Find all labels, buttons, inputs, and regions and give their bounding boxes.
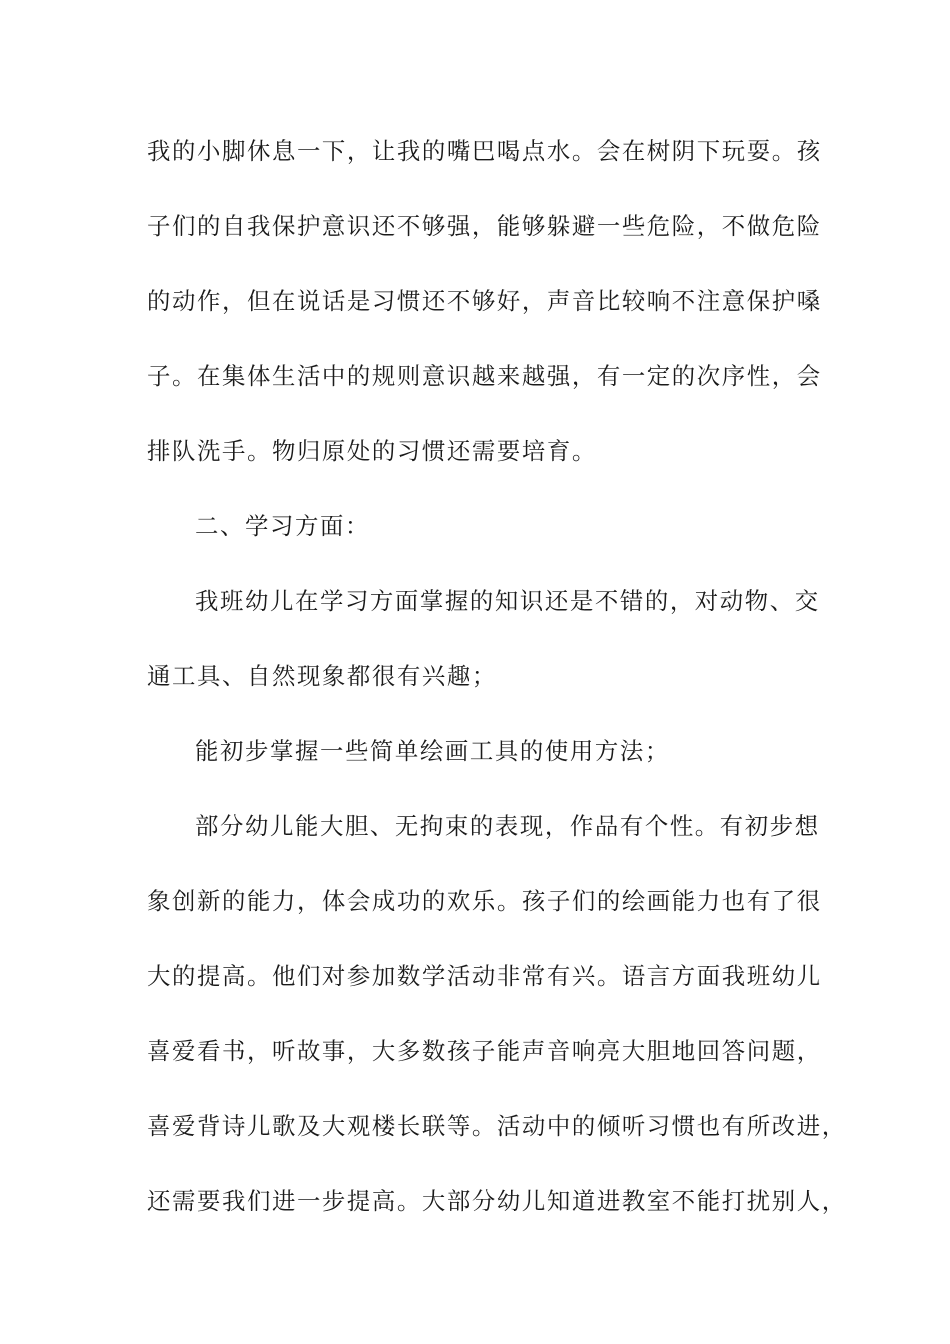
text-line: 象创新的能力，体会成功的欢乐。孩子们的绘画能力也有了很 (147, 887, 822, 915)
text-line: 喜爱背诗儿歌及大观楼长联等。活动中的倾听习惯也有所改进， (147, 1112, 847, 1140)
text-line: 子们的自我保护意识还不够强，能够躲避一些危险，不做危险 (147, 212, 822, 240)
text-line: 我的小脚休息一下，让我的嘴巴喝点水。会在树阴下玩耍。孩 (147, 137, 822, 165)
text-line: 我班幼儿在学习方面掌握的知识还是不错的，对动物、交 (195, 587, 820, 615)
text-line: 还需要我们进一步提高。大部分幼儿知道进教室不能打扰别人， (147, 1187, 847, 1215)
text-line: 的动作，但在说话是习惯还不够好，声音比较响不注意保护嗓 (147, 287, 822, 315)
text-line: 排队洗手。物归原处的习惯还需要培育。 (147, 437, 597, 465)
section-heading: 二、学习方面： (195, 512, 370, 540)
text-line: 大的提高。他们对参加数学活动非常有兴。语言方面我班幼儿 (147, 962, 822, 990)
text-line: 喜爱看书，听故事，大多数孩子能声音响亮大胆地回答问题， (147, 1037, 822, 1065)
text-line: 部分幼儿能大胆、无拘束的表现，作品有个性。有初步想 (195, 812, 820, 840)
text-line: 能初步掌握一些简单绘画工具的使用方法； (195, 737, 670, 765)
text-line: 子。在集体生活中的规则意识越来越强，有一定的次序性，会 (147, 362, 822, 390)
text-line: 通工具、自然现象都很有兴趣； (147, 662, 497, 690)
